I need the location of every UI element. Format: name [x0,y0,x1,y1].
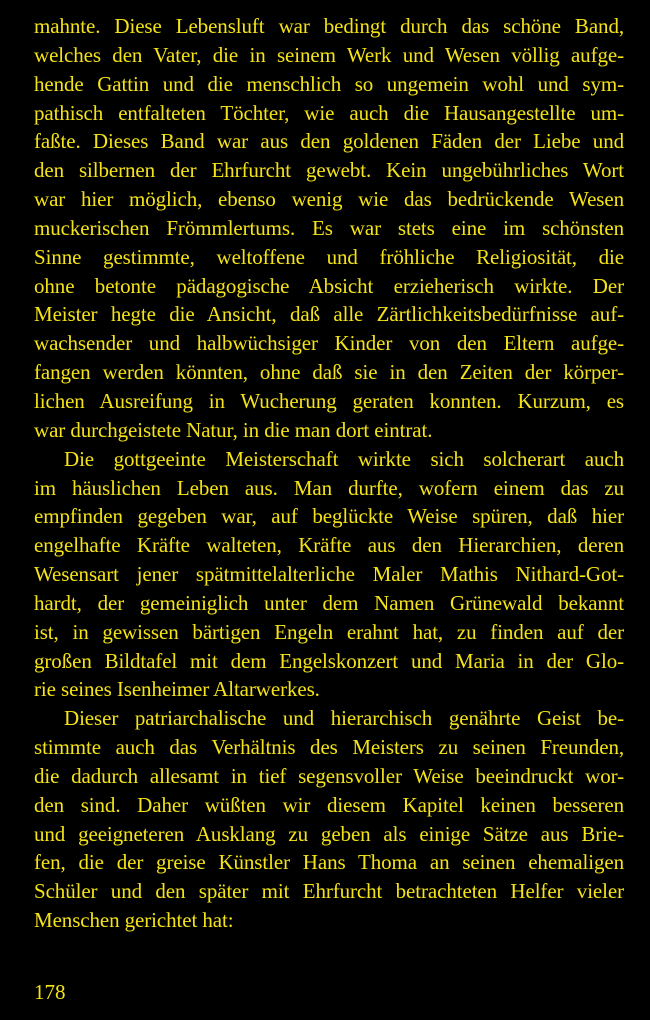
paragraph [34,445,624,705]
paragraph [34,704,624,935]
text-line: fen, die der greise Künstler Hans Thoma an seinen ehemaligen [34,850,624,875]
paragraph [34,12,624,445]
text-line: fangen werden könnten, ohne daß sie in den Zeiten der körper- [34,360,624,385]
text-line: Meister hegte die Ansicht, daß alle Zärtlichkeitsbedürfnisse auf- [34,302,624,327]
text-line: lichen Ausreifung in Wucherung geraten konnten. Kurzum, es [34,388,624,413]
text-line: stimmte auch das Verhältnis des Meisters zu seinen Freunden, [34,735,624,760]
text-line: Sinne gestimmte, weltoffene und fröhliche Religiosität, die [34,244,624,269]
body-text [34,12,624,935]
text-line: empfinden gegeben war, auf beglückte Weise spüren, daß hier [34,504,624,529]
text-line: ist, in gewissen bärtigen Engeln erahnt hat, zu finden auf der [34,619,624,644]
text-line: wachsender und halbwüchsiger Kinder von den Eltern aufge- [34,331,624,356]
text-line: pathisch entfalteten Töchter, wie auch die Hausangestellte um- [34,100,624,125]
text-line: den silbernen der Ehrfurcht gewebt. Kein ungebührliches Wort [34,158,624,183]
text-line: Dieser patriarchalische und hierarchisch genährte Geist be- [64,706,624,731]
text-line: Die gottgeeinte Meisterschaft wirkte sich solcherart auch [64,446,624,471]
text-line: war durchgeistete Natur, in die man dort eintrat. [34,417,433,442]
text-line: die dadurch allesamt in tief segensvoller Weise beeindruckt wor- [34,763,624,788]
text-line: war hier möglich, ebenso wenig wie das bedrückende Wesen [34,187,624,212]
text-line: rie seines Isenheimer Altarwerkes. [34,677,320,702]
text-line: faßte. Dieses Band war aus den goldenen Fäden der Liebe und [34,129,624,154]
text-line: Menschen gerichtet hat: [34,908,234,933]
text-line: hende Gattin und die menschlich so ungemein wohl und sym- [34,71,624,96]
page-number: 178 [34,980,66,1004]
text-line: muckerischen Frömmlertums. Es war stets eine im schönsten [34,215,624,240]
text-line: den sind. Daher wüßten wir diesem Kapitel keinen besseren [34,792,624,817]
text-line: Schüler und den später mit Ehrfurcht betrachteten Helfer vieler [34,879,624,904]
text-line: und geeigneteren Ausklang zu geben als einige Sätze aus Brie- [34,821,624,846]
text-line: hardt, der gemeiniglich unter dem Namen Grünewald bekannt [34,590,624,615]
text-line: Wesensart jener spätmittelalterliche Maler Mathis Nithard-Got- [34,562,624,587]
text-line: welches den Vater, die in seinem Werk und Wesen völlig aufge- [34,42,624,67]
text-line: engelhafte Kräfte walteten, Kräfte aus den Hierarchien, deren [34,533,624,558]
text-line: im häuslichen Leben aus. Man durfte, wofern einem das zu [34,475,624,500]
text-line: großen Bildtafel mit dem Engelskonzert und Maria in der Glo- [34,648,624,673]
text-line: ohne betonte pädagogische Absicht erzieherisch wirkte. Der [34,273,624,298]
text-line: mahnte. Diese Lebensluft war bedingt durch das schöne Band, [34,14,624,38]
